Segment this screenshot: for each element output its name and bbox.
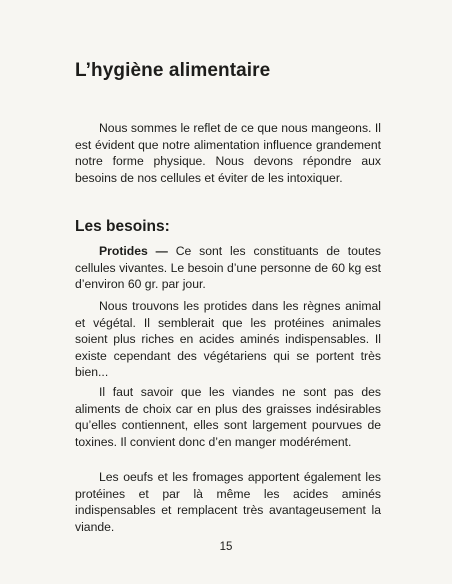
protides-definition: Ce sont les constituants de toutes cellules vivantes. Le besoin d’une personne de 60 kg est d’environ 60 gr. par jour. bbox=[75, 244, 381, 291]
page-title: L’hygiène alimentaire bbox=[75, 60, 271, 81]
meat-advice-paragraph: Il faut savoir que les viandes ne sont pas des aliments de choix car en plus des graisses indésirables qu’elles contiennent, elles sont largement pourvues de toxines. Il convient donc d’en manger modérément. bbox=[75, 385, 381, 449]
page-number: 15 bbox=[219, 541, 233, 553]
protein-sources-paragraph: Nous trouvons les protides dans les règnes animal et végétal. Il semblerait que les protéines animales soient plus riches en acides aminés indispensables. Il existe cependant des végétariens qui se portent très bien... bbox=[75, 299, 381, 379]
eggs-cheese-paragraph: Les oeufs et les fromages apportent également les protéines et par là même les acides aminés indispensables et remplacent très avantageusement la viande. bbox=[75, 470, 381, 534]
protides-paragraph bbox=[75, 243, 381, 293]
protides-term: Protides — bbox=[99, 244, 168, 258]
section-title: Les besoins: bbox=[75, 218, 170, 235]
intro-paragraph: Nous sommes le reflet de ce que nous mangeons. Il est évident que notre alimentation influence grandement notre forme physique. Nous devons répondre aux besoins de nos cellules et éviter de les intoxiquer. bbox=[75, 121, 381, 185]
